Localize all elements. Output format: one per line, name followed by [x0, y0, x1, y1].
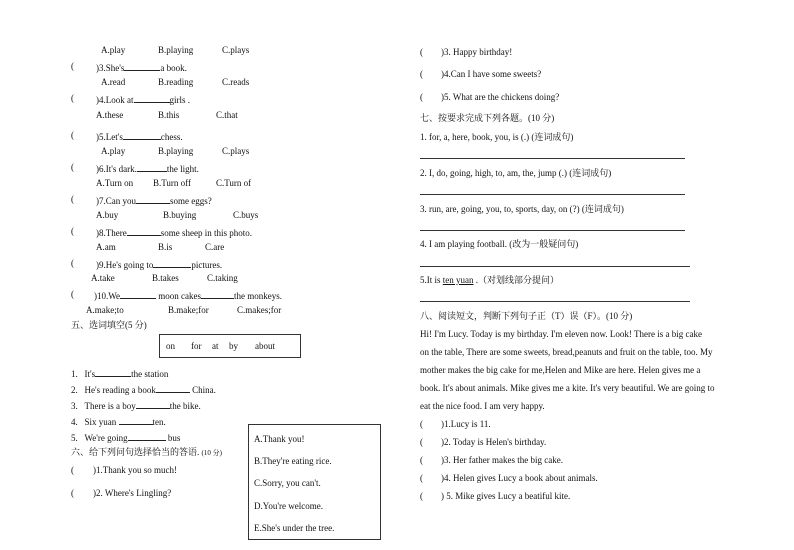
q6-text: )6.It's dark.	[96, 164, 137, 174]
passage-line: on the table, There are some sweets, bread,peanuts and fruit on the table, too. My	[420, 347, 713, 357]
fill-num: 5.	[71, 433, 78, 443]
q8-stem	[96, 226, 252, 239]
section-6-text: 六、给下列问句选择恰当的答语.	[71, 447, 200, 457]
match-question: )2. Where's Lingling?	[93, 488, 172, 498]
section-6-points: (10 分)	[201, 449, 222, 457]
q4-option-b: B.this	[158, 110, 180, 120]
fill-num: 4.	[71, 417, 78, 427]
answer-line[interactable]	[420, 301, 690, 302]
fill-item	[71, 431, 180, 444]
tf-paren: (	[420, 491, 423, 501]
tf-statement: )2. Today is Helen's birthday.	[441, 437, 547, 447]
section-7-title: 七、按要求完成下列各题。(10 分)	[420, 113, 555, 123]
rearrange-item: 1. for, a, here, book, you, is (.) (连词成句)	[420, 132, 574, 142]
q6-option-b: B.Turn off	[153, 178, 192, 188]
q7-stem	[96, 194, 212, 207]
q9-option-b: B.takes	[152, 273, 179, 283]
answer-option: B.They're eating rice.	[254, 456, 332, 466]
q2-option-b: B.playing	[158, 45, 194, 55]
q8-paren: (	[71, 226, 74, 236]
q10-text: )10.We	[94, 291, 121, 301]
passage-line: Hi! I'm Lucy. Today is my birthday. I'm eleven now. Look! There is a big cake	[420, 329, 702, 339]
fill-post: the bike.	[169, 401, 201, 411]
fill-pre: There is a boy	[84, 401, 136, 411]
fill-pre: Six yuan	[84, 417, 117, 427]
q6-tail: the light.	[166, 164, 199, 174]
transform-item: 4. I am playing football. (改为一般疑问句)	[420, 239, 579, 249]
q5-option-c: C.plays	[222, 146, 250, 156]
word-bank-word: at	[212, 341, 219, 351]
tf-statement: ) 5. Mike gives Lucy a beatiful kite.	[441, 491, 571, 501]
q4-option-c: C.that	[216, 110, 238, 120]
q7-option-b: B.buying	[163, 210, 197, 220]
q8-option-a: A.am	[96, 242, 116, 252]
q8-text: )8.There	[96, 228, 127, 238]
q10-blank-1[interactable]	[120, 289, 156, 299]
q5-option-a: A.play	[101, 146, 126, 156]
q9-option-a: A.take	[91, 273, 115, 283]
fill-num: 1.	[71, 369, 78, 379]
tf-statement: )4. Helen gives Lucy a book about animals.	[441, 473, 598, 483]
fill-item	[71, 415, 166, 428]
word-bank-word: for	[191, 341, 202, 351]
fill-pre: He's reading a book	[84, 385, 156, 395]
r5-underlined: ten yuan	[442, 275, 474, 285]
q9-text: )9.He's going to	[96, 260, 154, 270]
fill-post: ten.	[152, 417, 166, 427]
q7-text: )7.Can you	[96, 196, 136, 206]
answer-option: C.Sorry, you can't.	[254, 478, 321, 488]
fill-num: 3.	[71, 401, 78, 411]
answer-option: A.Thank you!	[254, 434, 305, 444]
q3-text: )3.She's	[96, 63, 125, 73]
match-paren: (	[420, 47, 423, 57]
fill-blank[interactable]	[95, 367, 131, 377]
q6-blank[interactable]	[137, 162, 167, 172]
q3-paren: (	[71, 61, 74, 71]
q10-option-c: C.makes;for	[237, 305, 282, 315]
match-paren: (	[71, 465, 74, 475]
tf-paren: (	[420, 455, 423, 465]
fill-blank[interactable]	[136, 399, 170, 409]
q8-option-b: B.is	[158, 242, 173, 252]
q10-stem	[94, 289, 282, 302]
section-6-title	[71, 447, 222, 459]
answer-option: E.She's under the tree.	[254, 523, 335, 533]
q10-option-a: A.make;to	[86, 305, 124, 315]
rearrange-item: 3. run, are, going, you, to, sports, day, on (?) (连词成句)	[420, 204, 624, 214]
q7-paren: (	[71, 194, 74, 204]
q6-stem	[96, 162, 199, 175]
match-question: )3. Happy birthday!	[441, 47, 513, 57]
q9-blank[interactable]	[153, 258, 191, 268]
fill-blank[interactable]	[119, 415, 153, 425]
fill-blank[interactable]	[156, 383, 190, 393]
fill-post: bus	[167, 433, 181, 443]
answer-line[interactable]	[420, 194, 685, 195]
q8-tail: some sheep in this photo.	[160, 228, 252, 238]
q5-text: )5.Let's	[96, 132, 123, 142]
q7-tail: some eggs?	[170, 196, 212, 206]
tf-statement: )3. Her father makes the big cake.	[441, 455, 563, 465]
answer-box	[248, 424, 381, 540]
q3-tail: a book.	[160, 63, 187, 73]
transform-item	[420, 275, 559, 286]
answer-line[interactable]	[420, 230, 685, 231]
answer-line[interactable]	[420, 158, 685, 159]
q9-tail: pictures.	[191, 260, 223, 270]
q5-blank[interactable]	[123, 130, 161, 140]
match-question: )1.Thank you so much!	[93, 465, 177, 475]
fill-item	[71, 383, 216, 396]
q5-tail: chess.	[160, 132, 183, 142]
q6-paren: (	[71, 162, 74, 172]
q10-tail: the monkeys.	[234, 291, 283, 301]
word-bank-word: by	[229, 341, 238, 351]
tf-paren: (	[420, 437, 423, 447]
section-5-title: 五、选词填空(5 分)	[71, 320, 147, 330]
answer-option: D.You're welcome.	[254, 501, 323, 511]
q3-option-a: A.read	[101, 77, 126, 87]
q2-option-a: A.play	[101, 45, 126, 55]
fill-pre: It's	[84, 369, 96, 379]
word-bank-box	[159, 334, 301, 358]
q3-blank[interactable]	[124, 61, 160, 71]
q4-paren: (	[71, 93, 74, 103]
r5-post: .（对划线部分提问）	[473, 275, 560, 285]
q3-option-b: B.reading	[158, 77, 194, 87]
fill-blank[interactable]	[128, 431, 166, 441]
q10-blank-2[interactable]	[201, 289, 234, 299]
q6-option-a: A.Turn on	[96, 178, 134, 188]
q3-option-c: C.reads	[222, 77, 250, 87]
match-paren: (	[420, 92, 423, 102]
word-bank-word: on	[166, 341, 175, 351]
q9-option-c: C.taking	[207, 273, 238, 283]
q7-option-c: C.buys	[233, 210, 259, 220]
passage-line: mother makes the big cake for me,Helen and Mike are here. Helen gives me a	[420, 365, 701, 375]
answer-line[interactable]	[420, 266, 690, 267]
tf-paren: (	[420, 473, 423, 483]
q10-mid: moon cakes	[158, 291, 202, 301]
q4-text: )4.Look at	[96, 95, 134, 105]
match-paren: (	[71, 488, 74, 498]
passage-line: book. It's about animals. Mike gives me a kite. It's very beautiful. We are going to	[420, 383, 715, 393]
q8-option-c: C.are	[205, 242, 225, 252]
fill-post: the station	[131, 369, 169, 379]
word-bank-word: about	[255, 341, 275, 351]
q10-paren: (	[71, 289, 74, 299]
section-8-title: 八、阅读短文，判断下列句子正（T）误（F）。(10 分)	[420, 311, 633, 321]
q5-stem	[96, 130, 183, 143]
passage-line: eat the nice food. I am very happy.	[420, 401, 545, 411]
q4-blank[interactable]	[134, 93, 170, 103]
q3-stem	[96, 61, 187, 74]
q4-option-a: A.these	[96, 110, 124, 120]
q10-option-b: B.make;for	[168, 305, 209, 315]
q9-stem	[96, 258, 222, 271]
r5-pre: 5.It is	[420, 275, 443, 285]
tf-paren: (	[420, 419, 423, 429]
fill-item	[71, 399, 201, 412]
q7-blank[interactable]	[136, 194, 170, 204]
match-paren: (	[420, 69, 423, 79]
tf-statement: )1.Lucy is 11.	[441, 419, 491, 429]
fill-item	[71, 367, 168, 380]
q6-option-c: C.Turn of	[216, 178, 252, 188]
fill-pre: We're going	[84, 433, 128, 443]
q4-tail: girls .	[169, 95, 191, 105]
match-question: )5. What are the chickens doing?	[441, 92, 560, 102]
match-question: )4.Can I have some sweets?	[441, 69, 542, 79]
q8-blank[interactable]	[127, 226, 161, 236]
q4-stem	[96, 93, 190, 106]
rearrange-item: 2. I, do, going, high, to, am, the, jump (.) (连词成句)	[420, 168, 612, 178]
fill-post: China.	[192, 385, 216, 395]
q5-option-b: B.playing	[158, 146, 194, 156]
q9-paren: (	[71, 258, 74, 268]
q5-paren: (	[71, 130, 74, 140]
fill-num: 2.	[71, 385, 78, 395]
q2-option-c: C.plays	[222, 45, 250, 55]
q7-option-a: A.buy	[96, 210, 119, 220]
